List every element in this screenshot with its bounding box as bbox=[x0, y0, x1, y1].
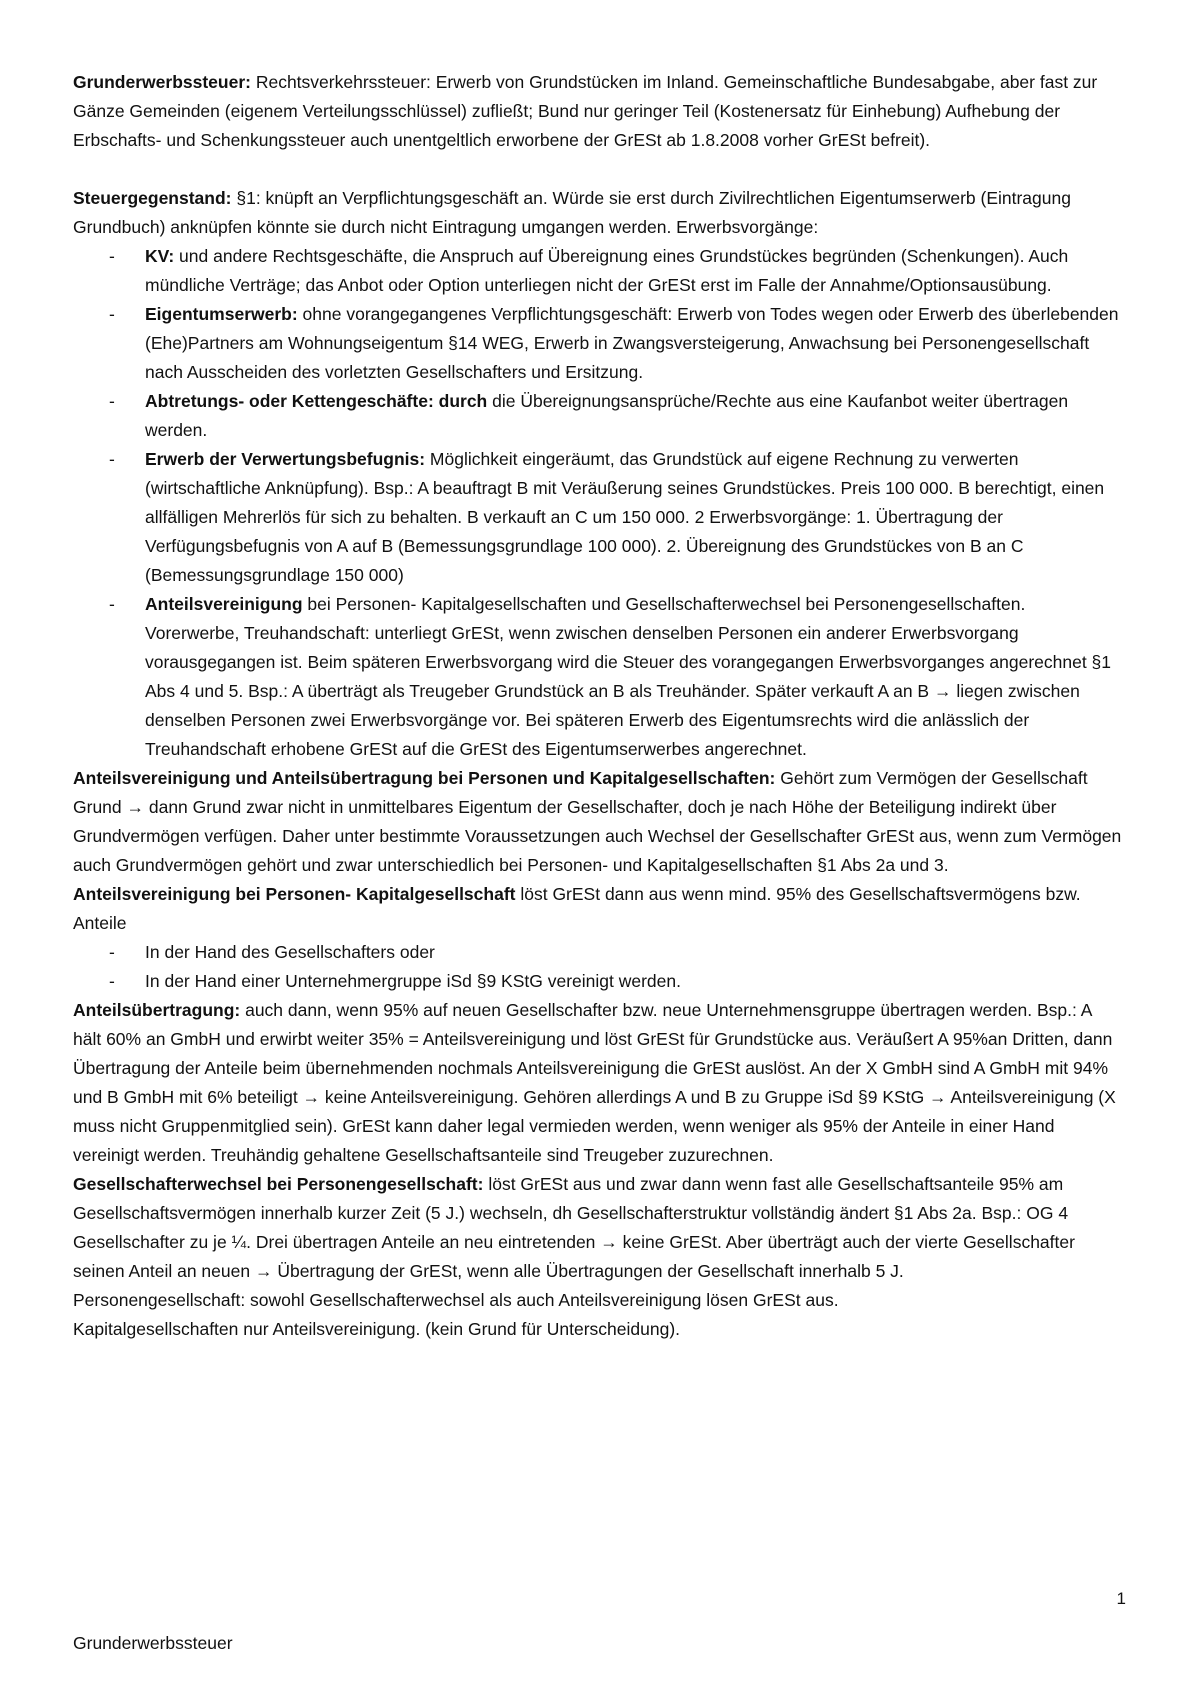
section-title: Gesellschafterwechsel bei Personengesellschaft: bbox=[73, 1174, 484, 1194]
list-item-title: Eigentumserwerb: bbox=[145, 304, 298, 324]
page-number: 1 bbox=[1116, 1589, 1126, 1608]
page-footer: Grunderwerbssteuer bbox=[73, 1633, 233, 1653]
section-text: löst GrESt dann aus wenn mind. 95% des Gesellschaftsvermögens bzw. Anteile bbox=[73, 884, 1081, 933]
intro-text: Rechtsverkehrssteuer: Erwerb von Grundstücken im Inland. Gemeinschaftliche Bundesabgabe, aber fast zur Gänze Gemeinden (eigenem Verteilungsschlüssel) zufließt; Bund nur geringer Teil (Kostenersatz für Einhebung) Aufhebung der Erbschafts- und Schenkungssteuer auch unentgeltlich erworbene der GrESt ab 1.8.2008 vorher GrESt befreit). bbox=[73, 72, 1098, 150]
list-item: - In der Hand des Gesellschafters oder bbox=[73, 938, 1123, 967]
section-title: Anteilsübertragung: bbox=[73, 1000, 241, 1020]
anteilsvereinigung-list bbox=[73, 938, 1123, 996]
list-item bbox=[73, 300, 1123, 387]
closing-line-1: Personengesellschaft: sowohl Gesellschafterwechsel als auch Anteilsvereinigung lösen GrESt aus. bbox=[73, 1290, 839, 1310]
list-item bbox=[73, 445, 1123, 590]
closing-line-2: Kapitalgesellschaften nur Anteilsvereinigung. (kein Grund für Unterscheidung). bbox=[73, 1319, 681, 1339]
section-title: Anteilsvereinigung und Anteilsübertragung bei Personen und Kapitalgesellschaften: bbox=[73, 768, 776, 788]
section-text: löst GrESt aus und zwar dann wenn fast alle Gesellschaftsanteile 95% am Gesellschaftsvermögen innerhalb kurzer Zeit (5 J.) wechseln, dh Gesellschafterstruktur vollständig ändert §1 Abs 2a. Bsp.: OG 4 Gesellschafter zu je ¼. Drei übertragen Anteile an neu eintretenden → keine GrESt. Aber überträgt auch der vierte Gesellschafter seinen Anteil an neuen → Übertragung der GrESt, wenn alle Übertragungen der Gesellschaft innerhalb 5 J. bbox=[73, 1174, 1075, 1281]
list-item-text: die Übereignungsansprüche/Rechte aus eine Kaufanbot weiter übertragen werden. bbox=[145, 391, 1069, 440]
steuergegenstand-text: §1: knüpft an Verpflichtungsgeschäft an. Würde sie erst durch Zivilrechtlichen Eigentumserwerb (Eintragung Grundbuch) anknüpfen könnte sie durch nicht Eintragung umgangen werden. Erwerbsvorgänge: bbox=[73, 188, 1071, 237]
list-item-title: Erwerb der Verwertungsbefugnis: bbox=[145, 449, 426, 469]
list-item-title: Anteilsvereinigung bbox=[145, 594, 303, 614]
list-item-title: Abtretungs- oder Kettengeschäfte: durch bbox=[145, 391, 488, 411]
section-title: Anteilsvereinigung bei Personen- Kapitalgesellschaft bbox=[73, 884, 516, 904]
list-item-text: und andere Rechtsgeschäfte, die Anspruch auf Übereignung eines Grundstückes begründen (Schenkungen). Auch mündliche Verträge; das Anbot oder Option unterliegen nicht der GrESt erst im Falle der Annahme/Optionsausübung. bbox=[145, 246, 1069, 295]
list-item-text: ohne vorangegangenes Verpflichtungsgeschäft: Erwerb von Todes wegen oder Erwerb des überlebenden (Ehe)Partners am Wohnungseigentum §14 WEG, Erwerb in Zwangsversteigerung, Anwachsung bei Personengesellschaft nach Ausscheiden des vorletzten Gesellschafters und Ersitzung. bbox=[145, 304, 1119, 382]
section-text: auch dann, wenn 95% auf neuen Gesellschafter bzw. neue Unternehmensgruppe übertragen werden. Bsp.: A hält 60% an GmbH und erwirbt weiter 35% = Anteilsvereinigung und löst GrESt für Grundstücke aus. Veräußert A 95%an Dritten, dann Übertragung der Anteile beim übernehmenden nochmals Anteilsvereinigung die GrESt auslöst. An der X GmbH sind A GmbH mit 94% und B GmbH mit 6% beteiligt → keine Anteilsvereinigung. Gehören allerdings A und B zu Gruppe iSd §9 KStG → Anteilsvereinigung (X muss nicht Gruppenmitglied sein). GrESt kann daher legal vermieden werden, wenn weniger als 95% der Anteile in einer Hand vereinigt werden. Treuhändig gehaltene Gesellschaftsanteile sind Treugeber zuzurechnen. bbox=[73, 1000, 1116, 1165]
erwerbsvorgaenge-list bbox=[73, 242, 1123, 619]
list-item bbox=[73, 387, 1123, 445]
list-item-text: Möglichkeit eingeräumt, das Grundstück auf eigene Rechnung zu verwerten (wirtschaftliche Anknüpfung). Bsp.: A beauftragt B mit Veräußerung seines Grundstückes. Preis 100 000. B berechtigt, einen allfälligen Mehrerlös für sich zu behalten. B verkauft an C um 150 000. 2 Erwerbsvorgänge: 1. Übertragung der Verfügungsbefugnis von A auf B (Bemessungsgrundlage 100 000). 2. Übereignung des Grundstückes von B an C (Bemessungsgrundlage 150 000) bbox=[145, 449, 1105, 585]
list-item-title: KV: bbox=[145, 246, 175, 266]
list-item bbox=[73, 242, 1123, 300]
section-text: Gehört zum Vermögen der Gesellschaft Grund → dann Grund zwar nicht in unmittelbares Eigentum der Gesellschafter, doch je nach Höhe der Beteiligung indirekt über Grundvermögen verfügen. Daher unter bestimmte Voraussetzungen auch Wechsel der Gesellschafter GrESt aus, wenn zum Vermögen auch Grundvermögen gehört und zwar unterschiedlich bei Personen- und Kapitalgesellschaften §1 Abs 2a und 3. bbox=[73, 768, 1122, 875]
anteilsvereinigung-paragraph bbox=[73, 880, 1123, 938]
list-item-text: bei Personen- Kapitalgesellschaften und Gesellschafterwechsel bei Personengesellschaften. bbox=[302, 594, 1026, 614]
anteilsuebertragung-paragraph bbox=[73, 996, 1123, 1170]
list-item bbox=[73, 590, 1123, 619]
list-item: - In der Hand einer Unternehmergruppe iSd §9 KStG vereinigt werden. bbox=[73, 967, 1123, 996]
document-body bbox=[73, 68, 1123, 1344]
steuergegenstand-paragraph bbox=[73, 184, 1123, 242]
steuergegenstand-title: Steuergegenstand: bbox=[73, 188, 232, 208]
anteilsvereinigung-uebertragung-paragraph bbox=[73, 764, 1123, 880]
gesellschafterwechsel-paragraph bbox=[73, 1170, 1123, 1286]
vorerwerbe-paragraph: Vorerwerbe, Treuhandschaft: unterliegt GrESt, wenn zwischen denselben Personen ein anderer Erwerbsvorgang vorausgegangen ist. Beim späteren Erwerbsvorgang wird die Steuer des vorangegangen Erwerbsvorganges angerechnet §1 Abs 4 und 5. Bsp.: A überträgt als Treugeber Grundstück an B als Treuhänder. Später verkauft A an B → liegen zwischen denselben Personen zwei Erwerbsvorgänge vor. Bei späteren Erwerb des Eigentumsrechts wird die anlässlich der Treuhandschaft erhobene GrESt auf die GrESt des Eigentumserwerbes angerechnet. bbox=[145, 623, 1112, 759]
intro-title: Grunderwerbssteuer: bbox=[73, 72, 251, 92]
intro-paragraph bbox=[73, 68, 1123, 155]
